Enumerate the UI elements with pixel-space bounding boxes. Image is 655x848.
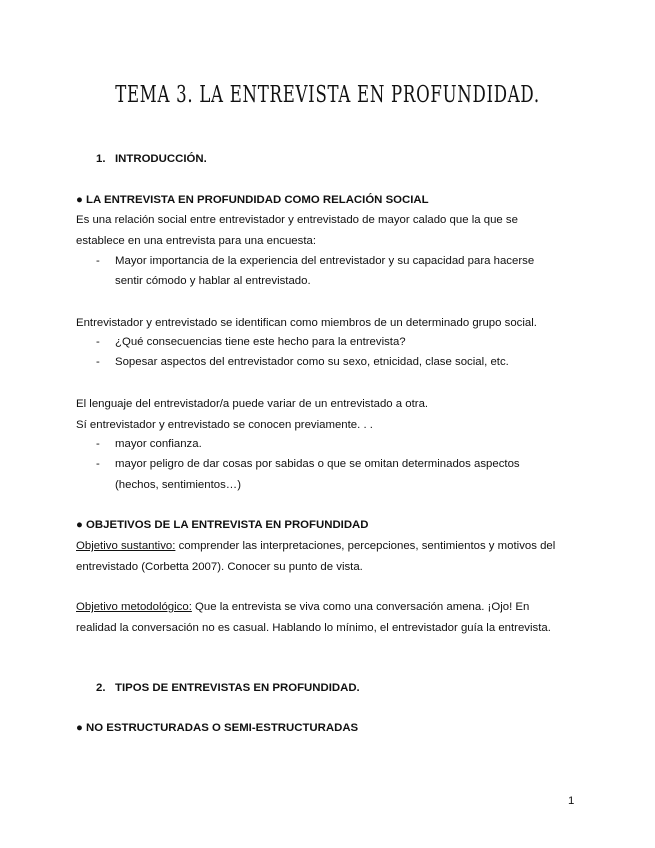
paragraph-line: entrevistado (Corbetta 2007). Conocer su punto de vista. bbox=[76, 561, 363, 573]
objetivo-sustantivo-text: comprender las interpretaciones, percepciones, sentimientos y motivos del bbox=[175, 540, 556, 552]
list-dash: - bbox=[96, 336, 100, 348]
paragraph-line-objetivo-metodologico bbox=[76, 600, 529, 614]
heading-number: 1. bbox=[96, 153, 106, 165]
section-heading-no-estructuradas: ● NO ESTRUCTURADAS O SEMI-ESTRUCTURADAS bbox=[76, 722, 359, 734]
paragraph-line: Entrevistador y entrevistado se identifican como miembros de un determinado grupo social. bbox=[76, 317, 537, 329]
list-dash: - bbox=[96, 356, 100, 368]
section-heading-relacion-social: ● LA ENTREVISTA EN PROFUNDIDAD COMO RELACIÓN SOCIAL bbox=[76, 194, 429, 206]
list-item: Mayor importancia de la experiencia del entrevistador y su capacidad para hacerse bbox=[115, 255, 535, 267]
heading-text: TIPOS DE ENTREVISTAS EN PROFUNDIDAD. bbox=[115, 682, 360, 694]
paragraph-line: El lenguaje del entrevistador/a puede variar de un entrevistado a otra. bbox=[76, 398, 429, 410]
paragraph-line: realidad la conversación no es casual. Hablando lo mínimo, el entrevistador guía la entrevista. bbox=[76, 622, 551, 634]
heading-text: INTRODUCCIÓN. bbox=[115, 153, 207, 165]
page-number: 1 bbox=[568, 795, 575, 807]
heading-number: 2. bbox=[96, 682, 106, 694]
list-item: mayor confianza. bbox=[115, 438, 202, 450]
list-item: Sopesar aspectos del entrevistador como su sexo, etnicidad, clase social, etc. bbox=[115, 356, 509, 368]
list-dash: - bbox=[96, 255, 100, 267]
heading-introduccion bbox=[96, 153, 207, 165]
list-item: ¿Qué consecuencias tiene este hecho para la entrevista? bbox=[115, 336, 406, 348]
paragraph-line: Sí entrevistador y entrevistado se conocen previamente. . . bbox=[76, 419, 373, 431]
section-heading-objetivos: ● OBJETIVOS DE LA ENTREVISTA EN PROFUNDIDAD bbox=[76, 519, 369, 531]
paragraph-line-objetivo-sustantivo bbox=[76, 539, 555, 553]
objetivo-sustantivo-label: Objetivo sustantivo: bbox=[76, 540, 176, 552]
list-item-continuation: (hechos, sentimientos…) bbox=[115, 479, 241, 491]
page-title: TEMA 3. LA ENTREVISTA EN PROFUNDIDAD. bbox=[115, 82, 540, 108]
list-item-continuation: sentir cómodo y hablar al entrevistado. bbox=[115, 275, 311, 287]
paragraph-line: Es una relación social entre entrevistador y entrevistado de mayor calado que la que se bbox=[76, 214, 518, 226]
list-item: mayor peligro de dar cosas por sabidas o que se omitan determinados aspectos bbox=[115, 458, 520, 470]
list-dash: - bbox=[96, 438, 100, 450]
objetivo-metodologico-label: Objetivo metodológico: bbox=[76, 601, 192, 613]
objetivo-metodologico-text: Que la entrevista se viva como una conversación amena. ¡Ojo! En bbox=[191, 601, 530, 613]
list-dash: - bbox=[96, 458, 100, 470]
paragraph-line: establece en una entrevista para una encuesta: bbox=[76, 235, 317, 247]
heading-tipos-entrevistas bbox=[96, 682, 360, 694]
